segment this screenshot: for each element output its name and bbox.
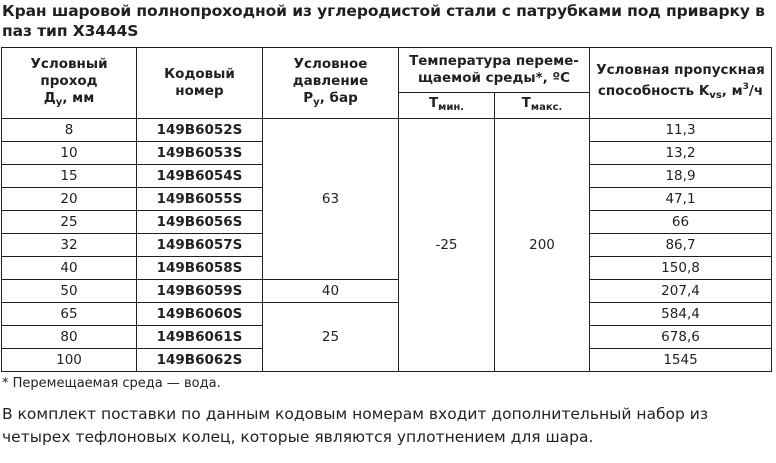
- header-temp-line2: щаемой среды*, ºС: [417, 70, 570, 86]
- header-pressure: [263, 48, 399, 119]
- spec-table: [1, 47, 772, 372]
- header-kvs: [590, 48, 772, 119]
- cell-kvs: 18,9: [590, 165, 772, 188]
- header-dn-sub: у: [55, 96, 63, 108]
- cell-dn: 100: [2, 349, 137, 372]
- header-tmax: [495, 93, 590, 119]
- cell-code: 149B6060S: [137, 303, 263, 326]
- cell-kvs: 11,3: [590, 119, 772, 142]
- header-tmin: [399, 93, 495, 119]
- cell-dn: 50: [2, 280, 137, 303]
- cell-kvs: 150,8: [590, 257, 772, 280]
- header-kvs-unit-tail: /ч: [748, 83, 764, 99]
- cell-kvs: 584,4: [590, 303, 772, 326]
- cell-pressure-group: 40: [263, 280, 399, 303]
- cell-dn: 10: [2, 142, 137, 165]
- cell-kvs: 86,7: [590, 234, 772, 257]
- cell-kvs: 66: [590, 211, 772, 234]
- header-pressure-unit: , бар: [319, 89, 358, 106]
- header-dn-symbol: Д: [43, 89, 56, 106]
- cell-dn: 40: [2, 257, 137, 280]
- header-dn-line2: проход: [40, 72, 98, 89]
- cell-kvs: 678,6: [590, 326, 772, 349]
- cell-code: 149B6059S: [137, 280, 263, 303]
- cell-kvs: 47,1: [590, 188, 772, 211]
- cell-code: 149B6061S: [137, 326, 263, 349]
- header-pressure-line1: Условное: [293, 55, 368, 72]
- cell-dn: 15: [2, 165, 137, 188]
- supply-note: В комплект поставки по данным кодовым номерам входит дополнительный набор из четырех тефлоновых колец, которые являются уплотнением для шара.: [2, 405, 709, 446]
- cell-code: 149B6053S: [137, 142, 263, 165]
- cell-dn: 65: [2, 303, 137, 326]
- table-row: [2, 119, 772, 142]
- document-title: Кран шаровой полнопроходной из углеродистой стали с патрубками под приварку в паз тип X3444S: [2, 2, 765, 40]
- cell-code: 149B6057S: [137, 234, 263, 257]
- header-code: [137, 48, 263, 119]
- header-tmin-symbol: Т: [428, 95, 439, 111]
- cell-dn: 32: [2, 234, 137, 257]
- header-kvs-line1: Условная пропускная: [596, 62, 765, 78]
- header-pressure-symbol: Р: [303, 89, 314, 106]
- header-tmax-sub: макс.: [530, 102, 563, 113]
- header-kvs-unit: , м: [721, 83, 743, 99]
- header-code-line2: номер: [175, 83, 224, 99]
- table-row: [2, 303, 772, 326]
- header-dn-line3: [2, 90, 136, 111]
- cell-dn: 80: [2, 326, 137, 349]
- cell-tmax: 200: [495, 119, 590, 372]
- header-pressure-sub: у: [313, 96, 320, 108]
- header-tmax-symbol: Т: [521, 95, 531, 111]
- cell-dn: 25: [2, 211, 137, 234]
- header-kvs-sup: 3: [742, 82, 749, 92]
- cell-code: 149B6062S: [137, 349, 263, 372]
- header-pressure-line2: давление: [292, 72, 369, 89]
- cell-dn: 8: [2, 119, 137, 142]
- cell-code: 149B6052S: [137, 119, 263, 142]
- header-temperature: [399, 48, 590, 93]
- header-dn-unit: , мм: [62, 89, 95, 106]
- cell-pressure-group: 63: [263, 119, 399, 280]
- header-dn: [2, 48, 137, 119]
- cell-kvs: 1545: [590, 349, 772, 372]
- footnote: * Перемещаемая среда — вода.: [2, 376, 221, 391]
- cell-tmin: -25: [399, 119, 495, 372]
- header-tmin-sub: мин.: [438, 102, 465, 113]
- cell-code: 149B6056S: [137, 211, 263, 234]
- cell-dn: 20: [2, 188, 137, 211]
- cell-kvs: 13,2: [590, 142, 772, 165]
- cell-code: 149B6054S: [137, 165, 263, 188]
- cell-code: 149B6058S: [137, 257, 263, 280]
- header-temp-line1: Температура переме-: [409, 53, 579, 69]
- header-kvs-text: способность K: [597, 83, 710, 99]
- cell-kvs: 207,4: [590, 280, 772, 303]
- header-code-line1: Кодовый: [164, 66, 235, 82]
- header-kvs-sub: vs: [709, 90, 722, 101]
- header-pressure-line3: [263, 90, 398, 111]
- header-row: [2, 48, 772, 93]
- header-kvs-line2: [590, 79, 771, 104]
- header-dn-line1: Условный: [30, 55, 108, 72]
- cell-pressure-group: 25: [263, 303, 399, 372]
- cell-code: 149B6055S: [137, 188, 263, 211]
- table-row: [2, 280, 772, 303]
